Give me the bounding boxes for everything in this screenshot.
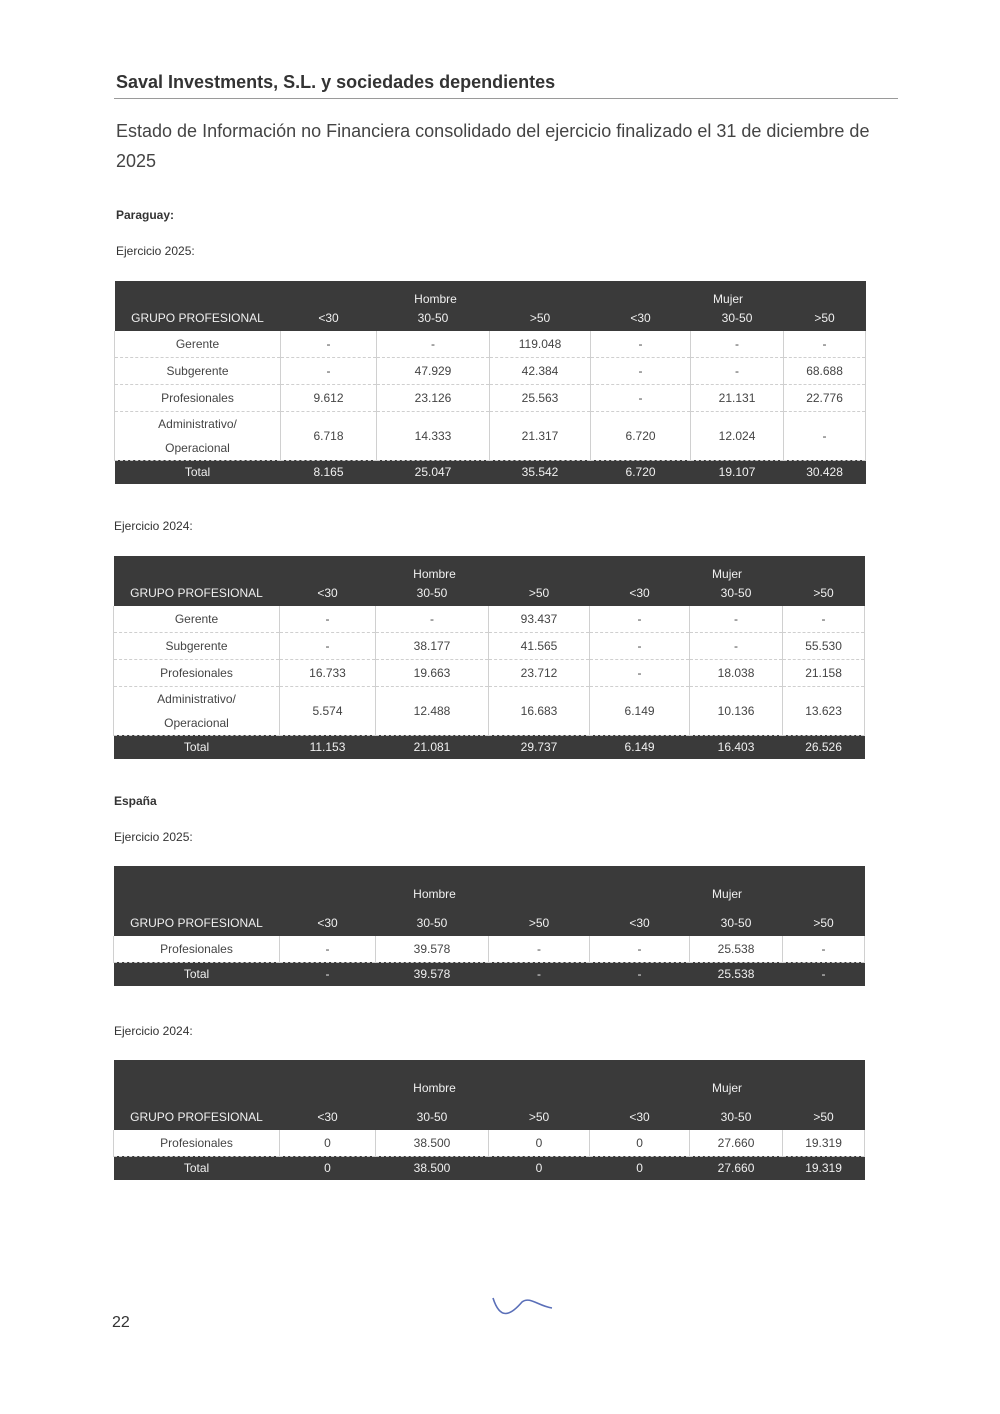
year-label-paraguay-2024: Ejercicio 2024: xyxy=(114,519,193,533)
table-paraguay-2025 xyxy=(114,281,866,484)
value-cell: 6.720 xyxy=(591,411,691,460)
gender-header-mujer: Mujer xyxy=(590,556,865,581)
value-cell: - xyxy=(783,606,865,632)
total-value-cell: 25.538 xyxy=(690,962,783,986)
value-cell: 41.565 xyxy=(489,632,590,659)
value-cell: 21.317 xyxy=(490,411,591,460)
value-cell: 38.500 xyxy=(376,1130,489,1156)
row-label: Profesionales xyxy=(115,384,281,411)
total-row xyxy=(114,1156,865,1180)
total-label: Total xyxy=(114,962,280,986)
gender-header-mujer: Mujer xyxy=(590,1060,865,1095)
section-espana: España xyxy=(114,794,157,808)
value-cell: 19.319 xyxy=(783,1130,865,1156)
value-cell: 25.563 xyxy=(490,384,591,411)
total-value-cell: - xyxy=(590,962,690,986)
total-value-cell: 0 xyxy=(489,1156,590,1180)
age-band-header: <30 xyxy=(591,306,691,331)
table-row xyxy=(114,686,865,735)
age-band-header: <30 xyxy=(280,581,376,606)
total-row xyxy=(114,735,865,759)
table-paraguay-2024 xyxy=(113,556,865,759)
total-value-cell: 19.107 xyxy=(691,460,784,484)
value-cell: - xyxy=(377,331,490,357)
section-paraguay: Paraguay: xyxy=(116,208,175,222)
row-label: Administrativo/ Operacional xyxy=(114,686,280,735)
group-header: GRUPO PROFESIONAL xyxy=(115,281,281,331)
value-cell: - xyxy=(691,331,784,357)
total-value-cell: 29.737 xyxy=(489,735,590,759)
value-cell: 14.333 xyxy=(377,411,490,460)
age-band-header: 30-50 xyxy=(691,306,784,331)
value-cell: 27.660 xyxy=(690,1130,783,1156)
signature-mark xyxy=(488,1290,558,1326)
age-band-header: 30-50 xyxy=(377,306,490,331)
row-label: Gerente xyxy=(114,606,280,632)
age-band-header: <30 xyxy=(590,1095,690,1130)
group-header: GRUPO PROFESIONAL xyxy=(114,556,280,606)
value-cell: - xyxy=(691,357,784,384)
age-band-header: <30 xyxy=(280,1095,376,1130)
value-cell: 6.718 xyxy=(281,411,377,460)
value-cell: 119.048 xyxy=(490,331,591,357)
value-cell: 0 xyxy=(489,1130,590,1156)
total-value-cell: 0 xyxy=(280,1156,376,1180)
row-label: Profesionales xyxy=(114,1130,280,1156)
value-cell: - xyxy=(280,632,376,659)
total-value-cell: 21.081 xyxy=(376,735,489,759)
total-row xyxy=(115,460,866,484)
year-label-espana-2025: Ejercicio 2025: xyxy=(114,830,193,844)
value-cell: 5.574 xyxy=(280,686,376,735)
row-label: Subgerente xyxy=(115,357,281,384)
value-cell: - xyxy=(590,936,690,962)
age-band-header: <30 xyxy=(281,306,377,331)
value-cell: - xyxy=(281,357,377,384)
year-label-paraguay-2025: Ejercicio 2025: xyxy=(116,244,195,258)
total-value-cell: 38.500 xyxy=(376,1156,489,1180)
age-band-header: >50 xyxy=(490,306,591,331)
table-row xyxy=(114,936,865,962)
age-band-header: >50 xyxy=(783,901,865,936)
total-value-cell: 25.047 xyxy=(377,460,490,484)
value-cell: 93.437 xyxy=(489,606,590,632)
total-row xyxy=(114,962,865,986)
value-cell: - xyxy=(690,606,783,632)
value-cell: 0 xyxy=(280,1130,376,1156)
header-rule xyxy=(114,98,898,99)
value-cell: 25.538 xyxy=(690,936,783,962)
age-band-header: <30 xyxy=(280,901,376,936)
age-band-header: >50 xyxy=(784,306,866,331)
total-value-cell: 39.578 xyxy=(376,962,489,986)
value-cell: - xyxy=(690,632,783,659)
value-cell: 9.612 xyxy=(281,384,377,411)
total-label: Total xyxy=(115,460,281,484)
value-cell: 16.733 xyxy=(280,659,376,686)
value-cell: 68.688 xyxy=(784,357,866,384)
value-cell: 42.384 xyxy=(490,357,591,384)
total-value-cell: 27.660 xyxy=(690,1156,783,1180)
value-cell: - xyxy=(280,606,376,632)
value-cell: - xyxy=(591,331,691,357)
total-value-cell: 11.153 xyxy=(280,735,376,759)
value-cell: 21.158 xyxy=(783,659,865,686)
table-row xyxy=(114,632,865,659)
total-value-cell: 6.149 xyxy=(590,735,690,759)
table-row xyxy=(115,411,866,460)
age-band-header: <30 xyxy=(590,581,690,606)
report-subtitle: Estado de Información no Financiera consolidado del ejercicio finalizado el 31 de diciembre de 2025 xyxy=(116,121,870,171)
value-cell: 39.578 xyxy=(376,936,489,962)
table-row xyxy=(115,331,866,357)
table-row xyxy=(115,384,866,411)
table-row xyxy=(115,357,866,384)
group-header: GRUPO PROFESIONAL xyxy=(114,866,280,936)
group-header: GRUPO PROFESIONAL xyxy=(114,1060,280,1130)
row-label: Profesionales xyxy=(114,659,280,686)
gender-header-hombre: Hombre xyxy=(280,866,590,901)
value-cell: - xyxy=(784,411,866,460)
age-band-header: 30-50 xyxy=(376,901,489,936)
row-label: Gerente xyxy=(115,331,281,357)
total-value-cell: - xyxy=(489,962,590,986)
value-cell: 0 xyxy=(590,1130,690,1156)
value-cell: - xyxy=(590,659,690,686)
value-cell: 19.663 xyxy=(376,659,489,686)
value-cell: - xyxy=(489,936,590,962)
total-label: Total xyxy=(114,1156,280,1180)
total-label: Total xyxy=(114,735,280,759)
row-label: Profesionales xyxy=(114,936,280,962)
value-cell: - xyxy=(591,384,691,411)
page-number: 22 xyxy=(112,1314,130,1331)
value-cell: 55.530 xyxy=(783,632,865,659)
value-cell: 6.149 xyxy=(590,686,690,735)
age-band-header: >50 xyxy=(783,1095,865,1130)
total-value-cell: 19.319 xyxy=(783,1156,865,1180)
total-value-cell: 30.428 xyxy=(784,460,866,484)
company-title: Saval Investments, S.L. y sociedades dependientes xyxy=(116,72,556,92)
value-cell: 47.929 xyxy=(377,357,490,384)
value-cell: 12.488 xyxy=(376,686,489,735)
age-band-header: >50 xyxy=(783,581,865,606)
total-value-cell: 35.542 xyxy=(490,460,591,484)
table-row xyxy=(114,606,865,632)
value-cell: 18.038 xyxy=(690,659,783,686)
table-espana-2025 xyxy=(113,866,865,986)
gender-header-mujer: Mujer xyxy=(591,281,866,306)
value-cell: 23.712 xyxy=(489,659,590,686)
value-cell: 21.131 xyxy=(691,384,784,411)
age-band-header: 30-50 xyxy=(376,1095,489,1130)
value-cell: 38.177 xyxy=(376,632,489,659)
value-cell: - xyxy=(590,606,690,632)
value-cell: - xyxy=(591,357,691,384)
row-label: Administrativo/ Operacional xyxy=(115,411,281,460)
gender-header-hombre: Hombre xyxy=(280,1060,590,1095)
age-band-header: 30-50 xyxy=(376,581,489,606)
value-cell: - xyxy=(376,606,489,632)
age-band-header: <30 xyxy=(590,901,690,936)
value-cell: - xyxy=(281,331,377,357)
total-value-cell: 6.720 xyxy=(591,460,691,484)
table-espana-2024 xyxy=(113,1060,865,1180)
total-value-cell: 0 xyxy=(590,1156,690,1180)
age-band-header: 30-50 xyxy=(690,581,783,606)
year-label-espana-2024: Ejercicio 2024: xyxy=(114,1024,193,1038)
age-band-header: >50 xyxy=(489,581,590,606)
value-cell: 10.136 xyxy=(690,686,783,735)
total-value-cell: 26.526 xyxy=(783,735,865,759)
gender-header-mujer: Mujer xyxy=(590,866,865,901)
age-band-header: >50 xyxy=(489,1095,590,1130)
value-cell: - xyxy=(280,936,376,962)
value-cell: - xyxy=(590,632,690,659)
age-band-header: 30-50 xyxy=(690,901,783,936)
total-value-cell: 8.165 xyxy=(281,460,377,484)
table-row xyxy=(114,659,865,686)
total-value-cell: - xyxy=(280,962,376,986)
total-value-cell: - xyxy=(783,962,865,986)
row-label: Subgerente xyxy=(114,632,280,659)
value-cell: 16.683 xyxy=(489,686,590,735)
age-band-header: >50 xyxy=(489,901,590,936)
value-cell: - xyxy=(783,936,865,962)
value-cell: 12.024 xyxy=(691,411,784,460)
age-band-header: 30-50 xyxy=(690,1095,783,1130)
gender-header-hombre: Hombre xyxy=(280,556,590,581)
value-cell: 13.623 xyxy=(783,686,865,735)
total-value-cell: 16.403 xyxy=(690,735,783,759)
table-row xyxy=(114,1130,865,1156)
value-cell: 23.126 xyxy=(377,384,490,411)
value-cell: - xyxy=(784,331,866,357)
gender-header-hombre: Hombre xyxy=(281,281,591,306)
value-cell: 22.776 xyxy=(784,384,866,411)
